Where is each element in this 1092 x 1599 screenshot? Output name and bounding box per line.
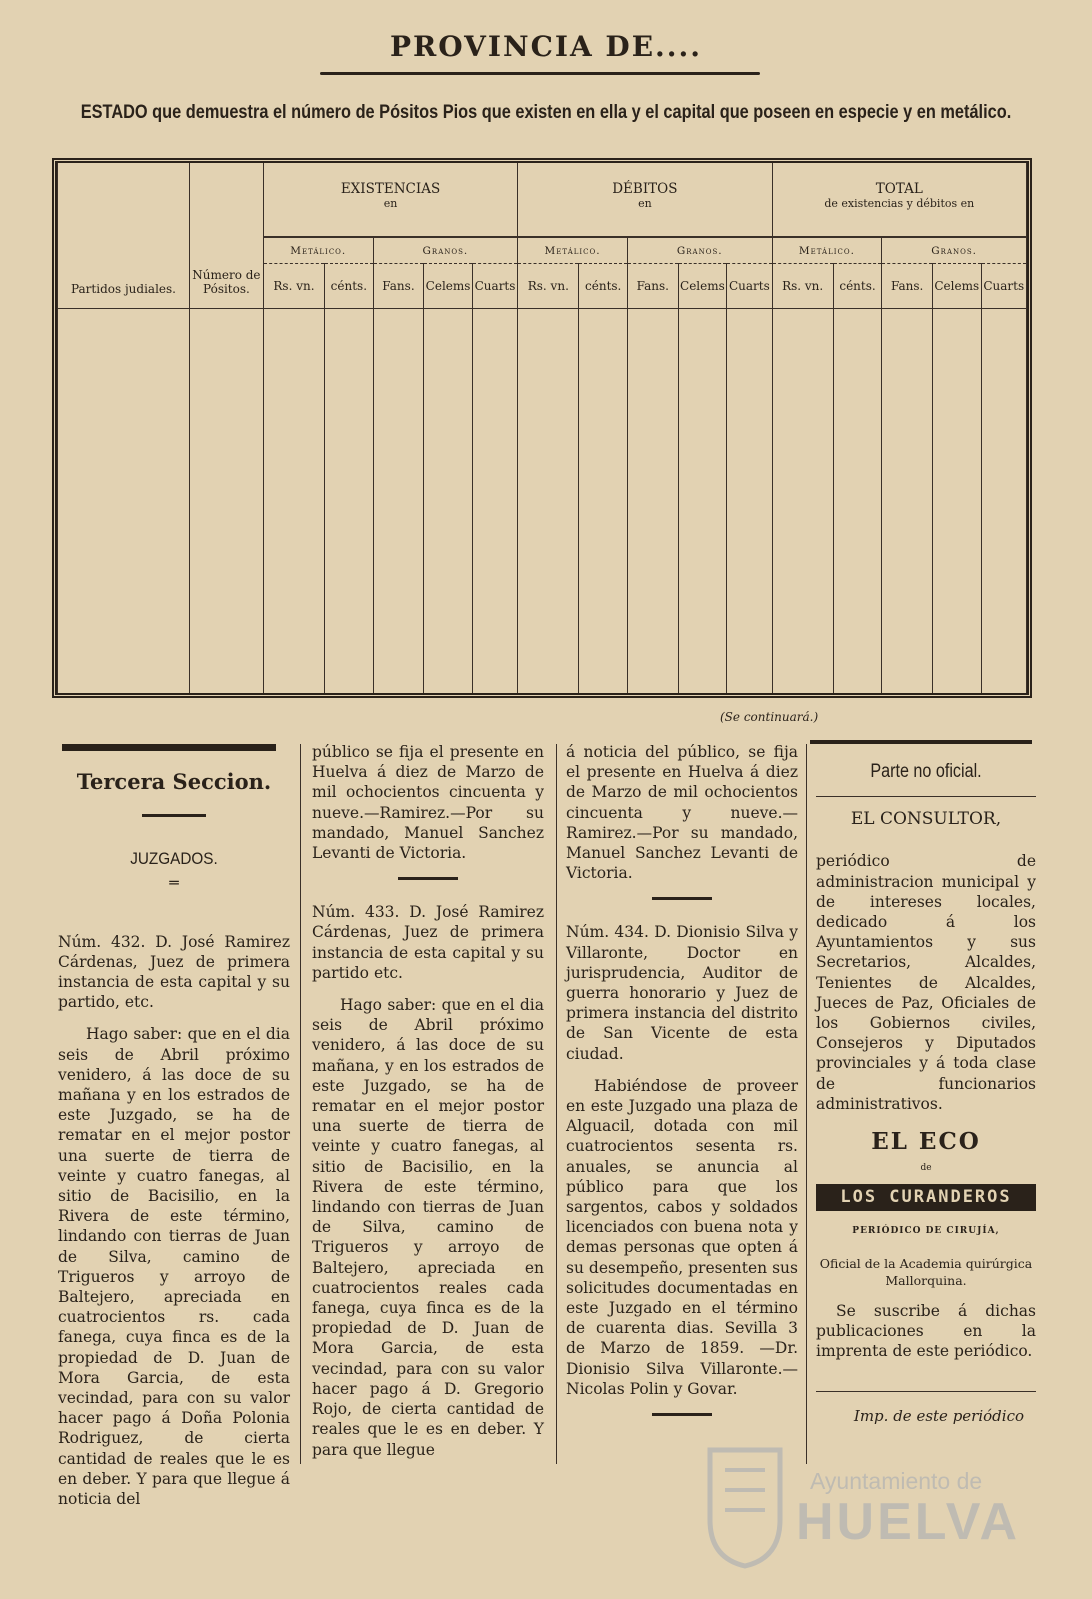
existencias-label: EXISTENCIAS	[340, 181, 441, 197]
col-header: Fans.	[373, 264, 424, 309]
table-cell	[678, 309, 727, 694]
col-header: cénts.	[325, 264, 374, 309]
column-2	[312, 742, 544, 1470]
eco-title: EL ECO	[871, 1128, 981, 1156]
parte-no-oficial-heading: Parte no oficial.	[870, 761, 982, 782]
col-header: Cuarts	[981, 264, 1026, 309]
notice-separator	[398, 877, 458, 880]
table-cell	[833, 309, 882, 694]
table-cell	[772, 309, 833, 694]
positos-table	[52, 158, 1032, 698]
periodico-subtitle: PERIÓDICO DE CIRUJÍA,	[852, 1225, 1000, 1236]
notice-434-heading: Núm. 434. D. Dionisio Silva y Villaronte, Doctor en jurisprudencia, Auditor de guerra honorario y Juez de primera instancia del distrito de San Vicente de esta ciudad.	[566, 923, 798, 1063]
column-3	[566, 742, 798, 1438]
column-1	[58, 742, 290, 1519]
notice-432-heading: Núm. 432. D. José Ramirez Cárdenas, Juez de primera instancia de esta capital y su partido, etc.	[58, 932, 290, 1012]
total-sub: de existencias y débitos en	[824, 197, 975, 210]
notice-432-continuation: público se fija el presente en Huelva á diez de Marzo de mil ochocientos cincuenta y nueve.—Ramirez.—Por su mandado, Manuel Sanchez Levanti de Victoria.	[312, 743, 544, 863]
col-header: Cuarts	[727, 264, 772, 309]
curanderos-title: LOS CURANDEROS	[816, 1184, 1036, 1210]
existencias-metalico: Metálico.	[263, 237, 373, 263]
col-partidos: Partidos judiales.	[58, 163, 190, 309]
debitos-en: en	[638, 197, 652, 210]
notice-433-body: Hago saber: que en el dia seis de Abril próximo venidero, á las doce de su mañana, y en los estrados de este Juzgado, se ha de rematar en el mejor postor una suerte de tierra de veinte y cuatro fanegas, al sitio de Bacisilio, en la Rivera de este término, lindando con tierras de Juan de Silva, camino de Trigueros y arroyo de Baltejero, apreciada en cuatrocientos reales cada fanega, cuya finca es de la propiedad de D. Juan de Mora Garcia, de esta vecindad, para con su valor hacer pago á D. Gregorio Rojo, de cierta cantidad de reales que le es en deber. Y para que llegue	[312, 996, 544, 1459]
col-header: cénts.	[579, 264, 628, 309]
table-cell	[373, 309, 424, 694]
table-cell	[627, 309, 678, 694]
positos-grid	[57, 163, 1027, 693]
notice-434-body: Habiéndose de proveer en este Juzgado una plaza de Alguacil, dotada con mil cuatrocientos sesenta rs. anuales, se anuncia al público para que los sargentos, cabos y soldados licenciados con buena nota y demas personas que opten á su desempeño, presenten sus solicitudes documentadas en este Juzgado en el término de cuarenta dias. Sevilla 3 de Marzo de 1859. —Dr. Dionisio Silva Villaronte.—Nicolas Polin y Govar.	[566, 1076, 798, 1398]
table-row	[58, 309, 1027, 694]
thin-rule	[816, 796, 1036, 797]
total-label: TOTAL	[875, 181, 923, 197]
table-cell	[424, 309, 473, 694]
double-rule: ═	[169, 874, 179, 893]
table-cell	[932, 309, 981, 694]
consultor-description: periódico de administracion municipal y de intereses locales, dedicado á los Ayuntamientos y sus Secretarios, Alcaldes, Tenientes de Alcaldes, Jueces de Paz, Oficiales de los Gobiernos civiles, Consejeros y Diputados provinciales y á toda clase de funcionarios administrativos.	[816, 852, 1036, 1113]
col-header: cénts.	[833, 264, 882, 309]
notice-433-continuation: á noticia del público, se fija el presente en Huelva á diez de Marzo de mil ochocientos cincuenta y nueve.—Ramirez.—Por su mandado, Manuel Sanchez Levanti de Victoria.	[566, 743, 798, 883]
academia-note: Oficial de la Academia quirúrgica Mallorquina.	[819, 1255, 1033, 1288]
section-heading: Tercera Seccion.	[76, 769, 272, 794]
debitos-granos: Granos.	[627, 237, 772, 263]
thin-rule	[816, 1391, 1036, 1392]
eco-de: de	[920, 1163, 932, 1174]
table-cell	[981, 309, 1026, 694]
table-cell	[472, 309, 517, 694]
total-granos: Granos.	[882, 237, 1027, 263]
section-rule	[142, 814, 206, 817]
debitos-metalico: Metálico.	[518, 237, 628, 263]
column-divider	[556, 744, 557, 1464]
debitos-label: DÉBITOS	[612, 181, 678, 197]
table-cell	[727, 309, 772, 694]
page-title: PROVINCIA DE....	[389, 30, 703, 63]
group-total	[772, 163, 1026, 237]
notice-433-heading: Núm. 433. D. José Ramirez Cárdenas, Juez de primera instancia de esta capital y su partido etc.	[312, 903, 544, 982]
col-header: Celems	[932, 264, 981, 309]
col-header: Fans.	[882, 264, 933, 309]
col-header: Celems	[678, 264, 727, 309]
shield-icon	[700, 1440, 790, 1570]
col-numero: Número de Pósitos.	[189, 163, 263, 309]
col-header: Celems	[424, 264, 473, 309]
suscripcion-note: Se suscribe á dichas publicaciones en la imprenta de este periódico.	[816, 1301, 1036, 1361]
col-header: Rs. vn.	[263, 264, 324, 309]
watermark-line1: Ayuntamiento de	[810, 1468, 983, 1494]
imprenta-footer: Imp. de este periódico	[853, 1407, 1024, 1426]
page-subtitle: ESTADO que demuestra el número de Pósitos Pios que existen en ella y el capital que poseen en especie y en metálico.	[80, 102, 1012, 123]
notice-separator	[652, 897, 712, 900]
notice-end-rule	[652, 1413, 712, 1416]
col-header: Cuarts	[472, 264, 517, 309]
table-cell	[263, 309, 324, 694]
notice-432-body: Hago saber: que en el dia seis de Abril próximo venidero, á las doce de su mañana y en los estrados de este Juzgado, se ha de rematar en el mejor postor una suerte de tierra de veinte y cuatro fanegas, al sitio de Bacisilio, en la Rivera de este término, lindando con tierras de Juan de Silva, camino de Trigueros y arroyo de Baltejero, apreciada en cuatrocientos rs. cada fanega, cuya finca es de la propiedad de D. Juan de Mora Garcia, de esta vecindad, para con su valor hacer pago á Doña Polonia Rodriguez, de cierta cantidad de reales que le es en deber. Y para que llegue á noticia del	[58, 1025, 290, 1509]
existencias-en: en	[383, 197, 398, 210]
table-cell	[325, 309, 374, 694]
title-rule	[320, 72, 760, 75]
table-cell	[579, 309, 628, 694]
juzgados-heading: JUZGADOS.	[130, 849, 218, 869]
consultor-title: EL CONSULTOR,	[850, 809, 1002, 830]
table-cell	[58, 309, 190, 694]
existencias-granos: Granos.	[373, 237, 518, 263]
continuara-note: (Se continuará.)	[720, 710, 819, 724]
group-existencias	[263, 163, 517, 237]
watermark-line2: HUELVA	[796, 1493, 1021, 1551]
col-header: Rs. vn.	[518, 264, 579, 309]
column-4	[816, 742, 1036, 1427]
group-debitos	[518, 163, 772, 237]
table-cell	[189, 309, 263, 694]
column-divider	[300, 744, 301, 1464]
table-cell	[518, 309, 579, 694]
col-header: Fans.	[627, 264, 678, 309]
huelva-watermark	[700, 1440, 1060, 1580]
col-header: Rs. vn.	[772, 264, 833, 309]
total-metalico: Metálico.	[772, 237, 882, 263]
column-divider	[806, 744, 807, 1464]
table-cell	[882, 309, 933, 694]
